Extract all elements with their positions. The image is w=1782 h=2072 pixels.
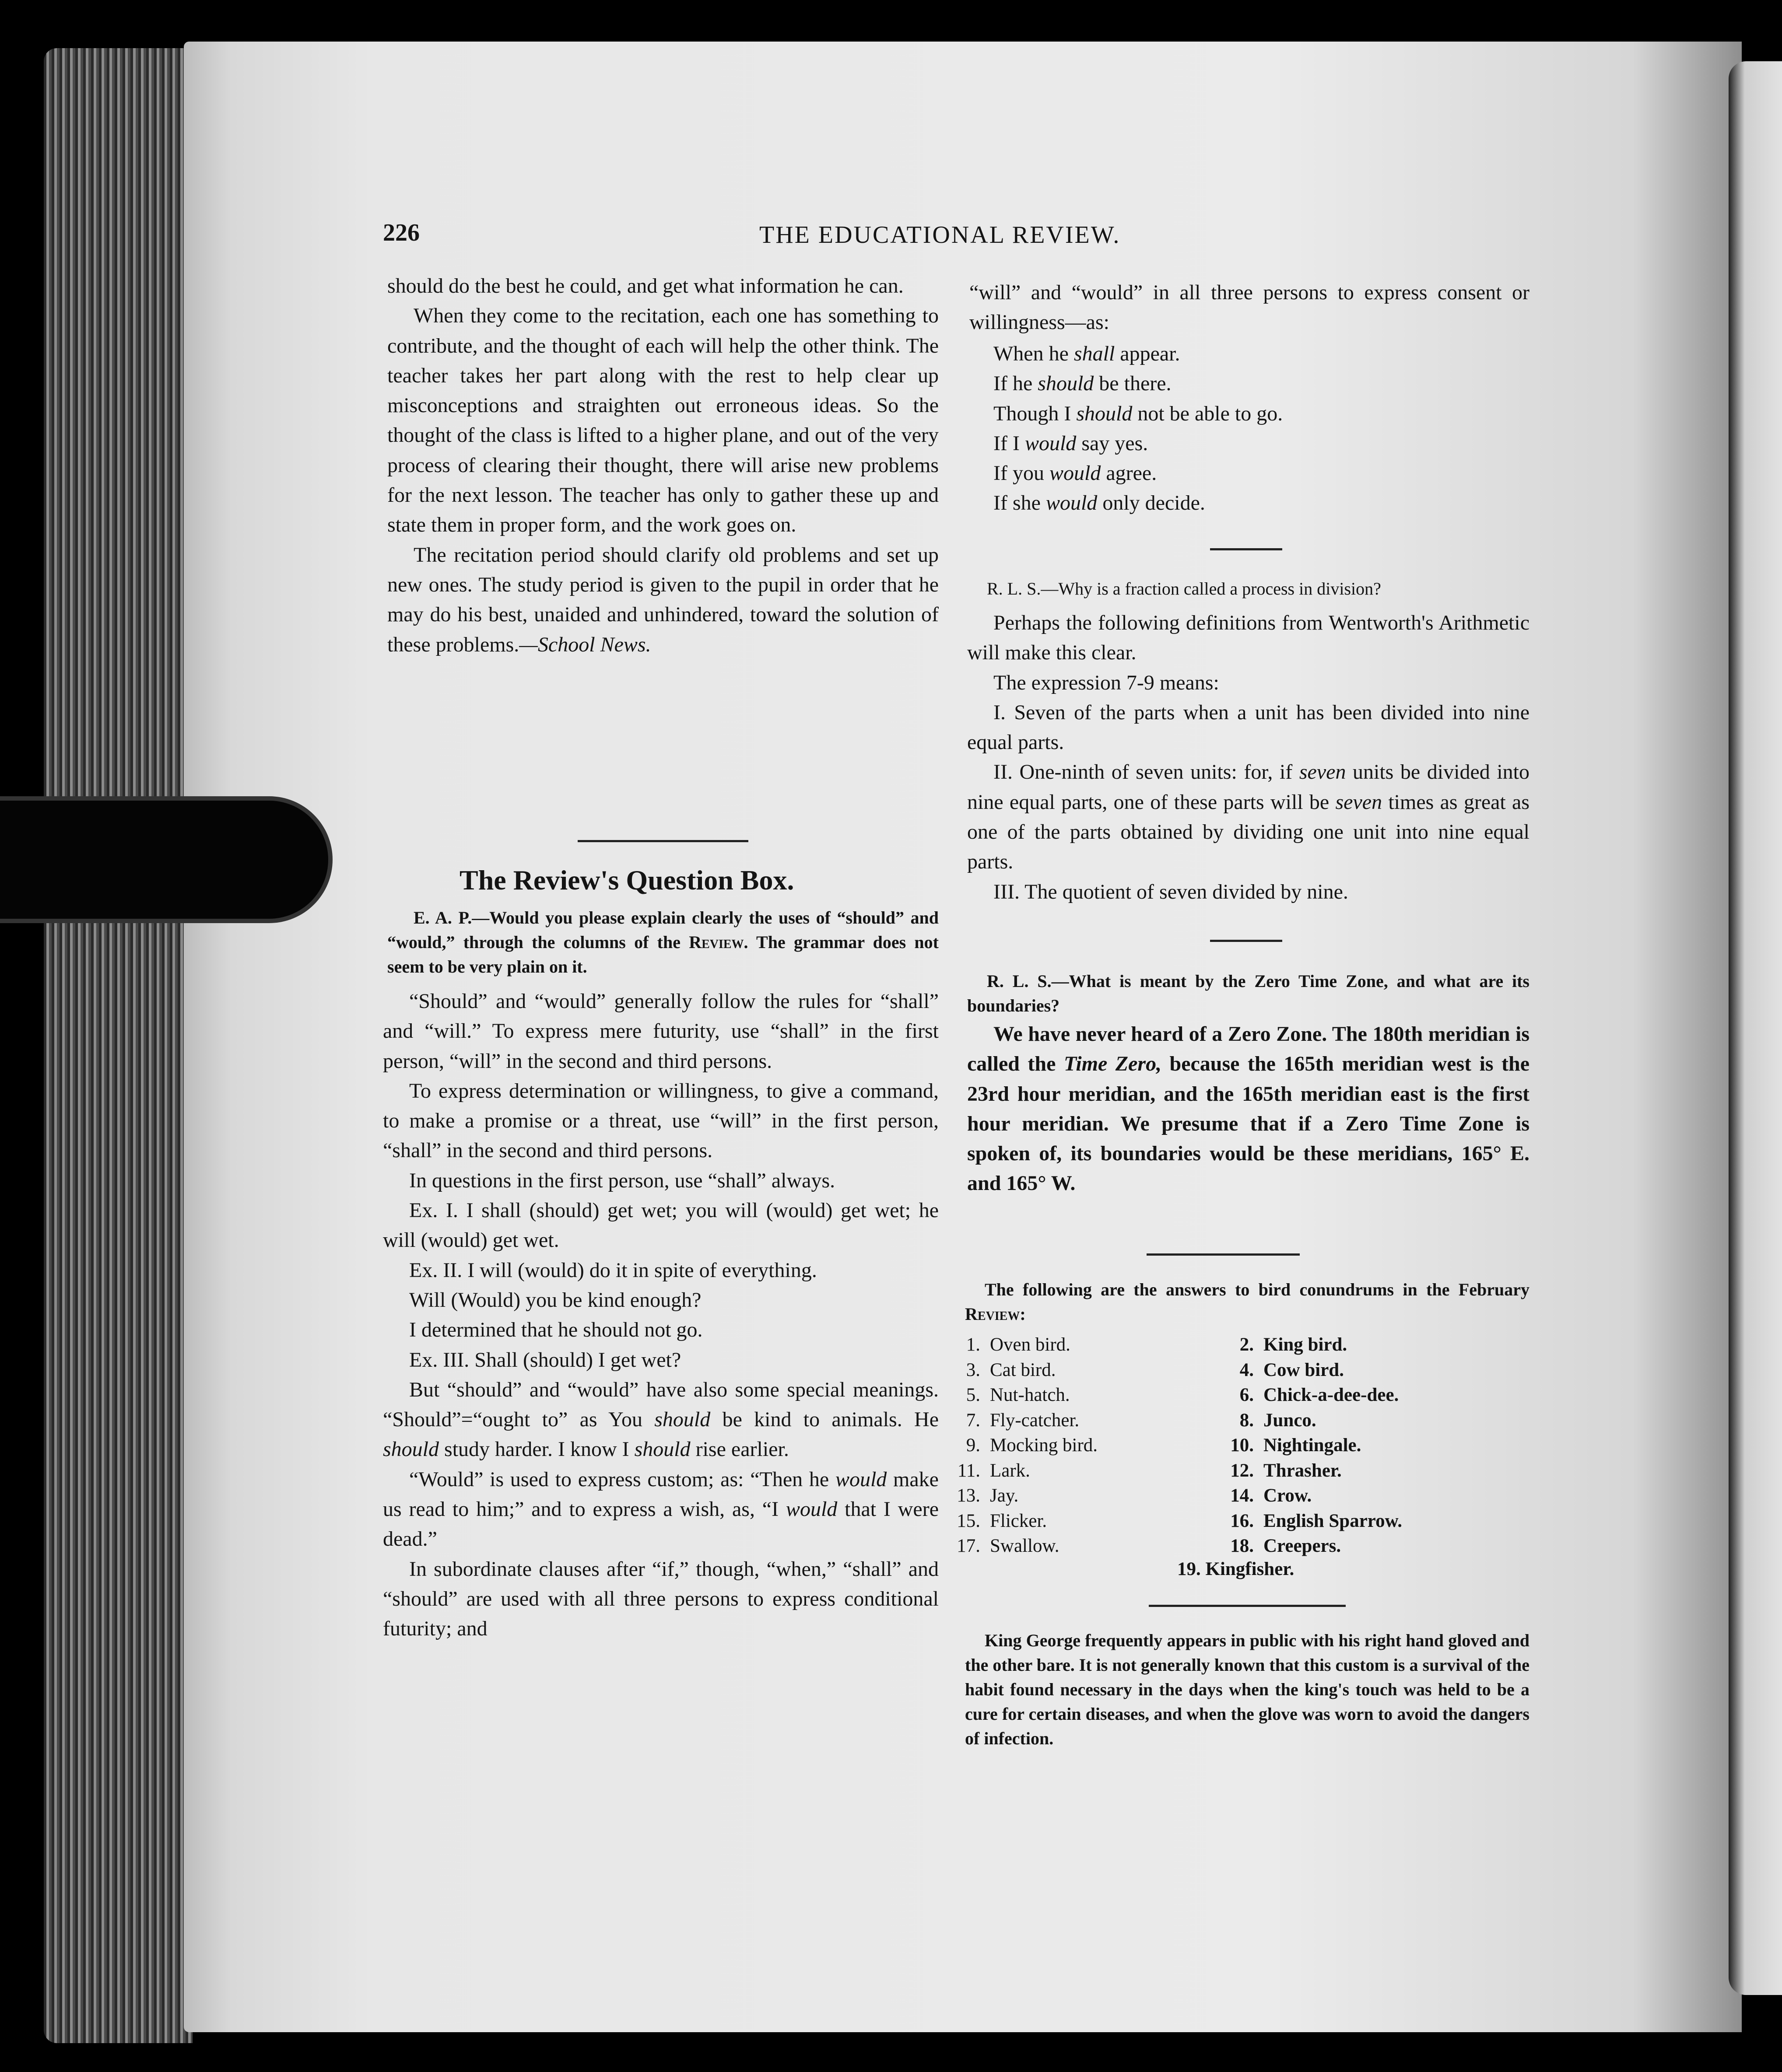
section-divider	[1210, 548, 1282, 550]
bird-answer	[941, 1508, 1212, 1534]
paragraph	[387, 540, 939, 660]
bird-answer	[941, 1358, 1212, 1383]
paragraph: In questions in the first person, use “shall” always.	[409, 1169, 835, 1192]
italic-run: seven	[1335, 790, 1382, 814]
source-credit: —School News.	[519, 633, 651, 656]
italic-run: seven	[1299, 760, 1346, 784]
text-run: If I	[993, 431, 1025, 455]
italic-run: should	[654, 1408, 711, 1432]
text-run: be kind to animals. He	[710, 1408, 939, 1432]
bird-name: Jay.	[990, 1485, 1019, 1506]
example-line	[993, 488, 1527, 518]
bird-number: 10.	[1230, 1435, 1254, 1456]
text-run: If you	[993, 462, 1049, 485]
king-george-note: King George frequently appears in public with his right hand gloved and the other bare. It is not generally known that this custom is a survival of the habit found necessary in the days when the king's touch was held to be a cure for certain diseases, and when the glove was worn to avoid the dangers of infection.	[965, 1631, 1529, 1748]
bird-number: 7.	[966, 1410, 980, 1431]
bird-answers-right	[1214, 1332, 1521, 1559]
bird-answer	[1214, 1533, 1521, 1559]
example-line	[993, 429, 1527, 458]
bird-answer	[941, 1408, 1212, 1433]
text-run: times as great as one of the parts obtained by dividing one unit into nine equal parts.	[967, 790, 1530, 874]
bird-name: Nightingale.	[1263, 1435, 1361, 1456]
italic-run: should	[1038, 372, 1094, 396]
page-number: 226	[383, 219, 420, 246]
bird-name: Crow.	[1263, 1485, 1312, 1506]
paragraph: should do the best he could, and get what information he can.	[387, 274, 904, 298]
bird-name: Swallow.	[990, 1536, 1059, 1556]
paragraph: In subordinate clauses after “if,” though, “when,” “shall” and “should” are used with all three persons to express conditional futurity; and	[383, 1557, 939, 1641]
bird-name: Junco.	[1263, 1410, 1316, 1431]
review-word: Review	[965, 1304, 1020, 1324]
bird-answer	[1214, 1332, 1521, 1358]
bird-number: 9.	[966, 1435, 980, 1456]
section-divider	[1210, 940, 1282, 942]
bird-number: 6.	[1239, 1385, 1254, 1405]
text-run: If she	[993, 491, 1046, 515]
example-line	[993, 458, 1527, 488]
examples-list	[993, 339, 1527, 518]
bird-name: Cow bird.	[1263, 1359, 1344, 1380]
section-divider	[1149, 1605, 1346, 1607]
italic-run: would	[1049, 462, 1101, 485]
text-run: II. One-ninth of seven units: for, if	[993, 760, 1299, 784]
text-run: When he	[993, 342, 1074, 365]
paragraph: When they come to the recitation, each one has something to contribute, and the thought of each will help the other think. The teacher takes her part along with the rest to help clear up misconceptions and straighten out erroneous ideas. So the thought of the class is lifted to a higher plane, and out of the very process of clearing their thought, there will arise new problems for the next lesson. The teacher has only to gather these up and state them in proper form, and the work goes on.	[387, 304, 939, 537]
bird-answer	[1214, 1483, 1521, 1508]
text-run: Though I	[993, 402, 1077, 425]
fraction-question: R. L. S.—Why is a fraction called a process in division?	[987, 579, 1381, 598]
bird-answer	[941, 1332, 1212, 1358]
bird-number: 19.	[1177, 1559, 1201, 1579]
bird-number: 1.	[966, 1334, 980, 1355]
section-divider	[1147, 1253, 1300, 1256]
bird-answer	[941, 1382, 1212, 1408]
paragraph: Ex. II. I will (would) do it in spite of everything.	[409, 1258, 817, 1282]
bird-answer	[1214, 1358, 1521, 1383]
bird-number: 2.	[1239, 1334, 1254, 1355]
bird-name: Cat bird.	[990, 1359, 1056, 1380]
bird-number: 11.	[957, 1460, 980, 1481]
bird-answer	[1214, 1433, 1521, 1458]
answer-text	[383, 987, 939, 1644]
paragraph	[383, 1465, 939, 1554]
bird-name: Creepers.	[1263, 1536, 1341, 1556]
birds-intro	[965, 1278, 1529, 1326]
bird-answer	[941, 1433, 1212, 1458]
bird-answer-last	[1177, 1558, 1294, 1580]
bird-name: Lark.	[990, 1460, 1030, 1481]
text-run: If he	[993, 372, 1038, 396]
bird-number: 3.	[966, 1359, 980, 1380]
text-run: But “should” and “would” have also some special meanings. “Should”=“ought to” as You	[383, 1378, 939, 1432]
italic-run: shall	[1073, 342, 1115, 365]
bird-number: 14.	[1230, 1485, 1254, 1506]
paragraph: To express determination or willingness, to give a command, to make a promise or a threat, use “will” in the first person, “shall” in the second and third persons.	[383, 1079, 939, 1162]
text-run: “Would” is used to express custom; as: “Then he	[409, 1467, 835, 1491]
question-part: E. A. P.—Would you please explain clearly the uses of “should” and “would,” through the columns of the	[387, 908, 939, 952]
text-run: say yes.	[1076, 431, 1148, 455]
bird-name: Fly-catcher.	[990, 1410, 1080, 1431]
italic-run: would	[786, 1498, 838, 1521]
text-run: make us read to him;” and to express a wish, as, “I	[383, 1467, 939, 1521]
italic-run: would	[835, 1467, 887, 1491]
italic-run: should	[383, 1438, 439, 1461]
paragraph: Will (Would) you be kind enough?	[409, 1288, 702, 1312]
bird-answers-left	[941, 1332, 1212, 1559]
bird-answer	[941, 1483, 1212, 1508]
text-run: be there.	[1094, 372, 1172, 396]
italic-run: would	[1024, 431, 1077, 455]
text-run: rise earlier.	[690, 1438, 789, 1461]
bird-name: Oven bird.	[990, 1334, 1070, 1355]
text-run: :	[1020, 1304, 1026, 1324]
text-run: units be divided into nine equal parts, one of these parts will be	[967, 760, 1530, 814]
text-run: not be able to go.	[1132, 402, 1283, 425]
text-run: only decide.	[1097, 491, 1205, 515]
bird-name: English Sparrow.	[1263, 1510, 1403, 1531]
bird-answer	[1214, 1508, 1521, 1534]
paragraph: Ex. III. Shall (should) I get wet?	[409, 1348, 681, 1372]
book-page-edges	[44, 48, 193, 2043]
review-word: Review	[689, 932, 744, 952]
bird-name: Kingfisher.	[1205, 1559, 1294, 1579]
paragraph-text: The recitation period should clarify old problems and set up new ones. The study period is given to the pupil in order that he may do his best, unaided and unhindered, toward the solution of these problems.	[387, 543, 939, 656]
bird-name: Thrasher.	[1263, 1460, 1342, 1481]
bird-number: 4.	[1239, 1359, 1254, 1380]
section-divider	[578, 840, 748, 842]
example-line	[993, 369, 1527, 399]
italic-run: should	[1076, 402, 1133, 425]
thumb-holding-page	[0, 801, 328, 919]
paragraph: The expression 7-9 means:	[993, 671, 1219, 694]
example-line	[993, 339, 1527, 369]
text-run: The following are the answers to bird conundrums in the February	[985, 1280, 1529, 1299]
italic-run: should	[634, 1438, 691, 1461]
section-title: The Review's Question Box.	[460, 864, 794, 896]
bird-name: Mocking bird.	[990, 1435, 1098, 1456]
text-run: agree.	[1101, 462, 1157, 485]
paragraph: I. Seven of the parts when a unit has been divided into nine equal parts.	[967, 700, 1529, 754]
bird-number: 15.	[957, 1510, 980, 1531]
bird-name: Chick-a-dee-dee.	[1263, 1385, 1399, 1405]
bird-answer	[1214, 1382, 1521, 1408]
bird-number: 18.	[1230, 1536, 1254, 1556]
bird-answer	[1214, 1458, 1521, 1484]
text-run: We have never heard of a Zero Zone. The 180th meridian is called the	[967, 1022, 1529, 1076]
italic-run: would	[1045, 491, 1098, 515]
facing-page-edge	[1729, 61, 1782, 1995]
text-run: that I were dead.”	[383, 1498, 939, 1551]
bird-number: 5.	[966, 1385, 980, 1405]
paragraph: “Should” and “would” generally follow the rules for “shall” and “will.” To express mere futurity, use “shall” in the first person, “will” in the second and third persons.	[383, 990, 939, 1073]
paragraph: III. The quotient of seven divided by nine.	[993, 880, 1348, 903]
running-title: THE EDUCATIONAL REVIEW.	[759, 221, 1121, 248]
question-text	[387, 906, 939, 979]
bird-answer	[941, 1533, 1212, 1559]
paragraph	[967, 1019, 1529, 1199]
bird-answer	[941, 1458, 1212, 1484]
paragraph: Perhaps the following definitions from Wentworth's Arithmetic will make this clear.	[967, 611, 1529, 665]
bird-number: 17.	[957, 1536, 980, 1556]
bird-number: 13.	[957, 1485, 980, 1506]
left-column-text	[387, 271, 939, 660]
paragraph	[967, 757, 1529, 877]
continuation-text: “will” and “would” in all three persons to express consent or willingness—as:	[969, 281, 1529, 334]
bird-answer	[1214, 1408, 1521, 1433]
bird-name: King bird.	[1263, 1334, 1347, 1355]
paragraph: Ex. I. I shall (should) get wet; you will (would) get wet; he will (would) get wet.	[383, 1199, 939, 1252]
bird-number: 12.	[1230, 1460, 1254, 1481]
question-part: . The grammar does not seem to be very plain on it.	[387, 932, 939, 976]
fraction-answer	[967, 608, 1529, 907]
bird-number: 8.	[1239, 1410, 1254, 1431]
zone-question: R. L. S.—What is meant by the Zero Time Zone, and what are its boundaries?	[967, 971, 1529, 1015]
bird-name: Nut-hatch.	[990, 1385, 1070, 1405]
text-run: appear.	[1115, 342, 1180, 365]
paragraph: I determined that he should not go.	[409, 1318, 703, 1342]
example-line	[993, 399, 1527, 429]
italic-run: Time Zero,	[1063, 1052, 1162, 1076]
text-run: study harder. I know I	[439, 1438, 635, 1461]
bird-number: 16.	[1230, 1510, 1254, 1531]
paragraph	[383, 1375, 939, 1465]
text-run: because the 165th meridian west is the 23rd hour meridian, and the 165th meridian east is the first hour meridian. We presume that if a Zero Time Zone is spoken of, its boundaries would be these meridians, 165° E. and 165° W.	[967, 1052, 1530, 1195]
bird-name: Flicker.	[990, 1510, 1047, 1531]
zone-answer	[967, 1019, 1529, 1199]
